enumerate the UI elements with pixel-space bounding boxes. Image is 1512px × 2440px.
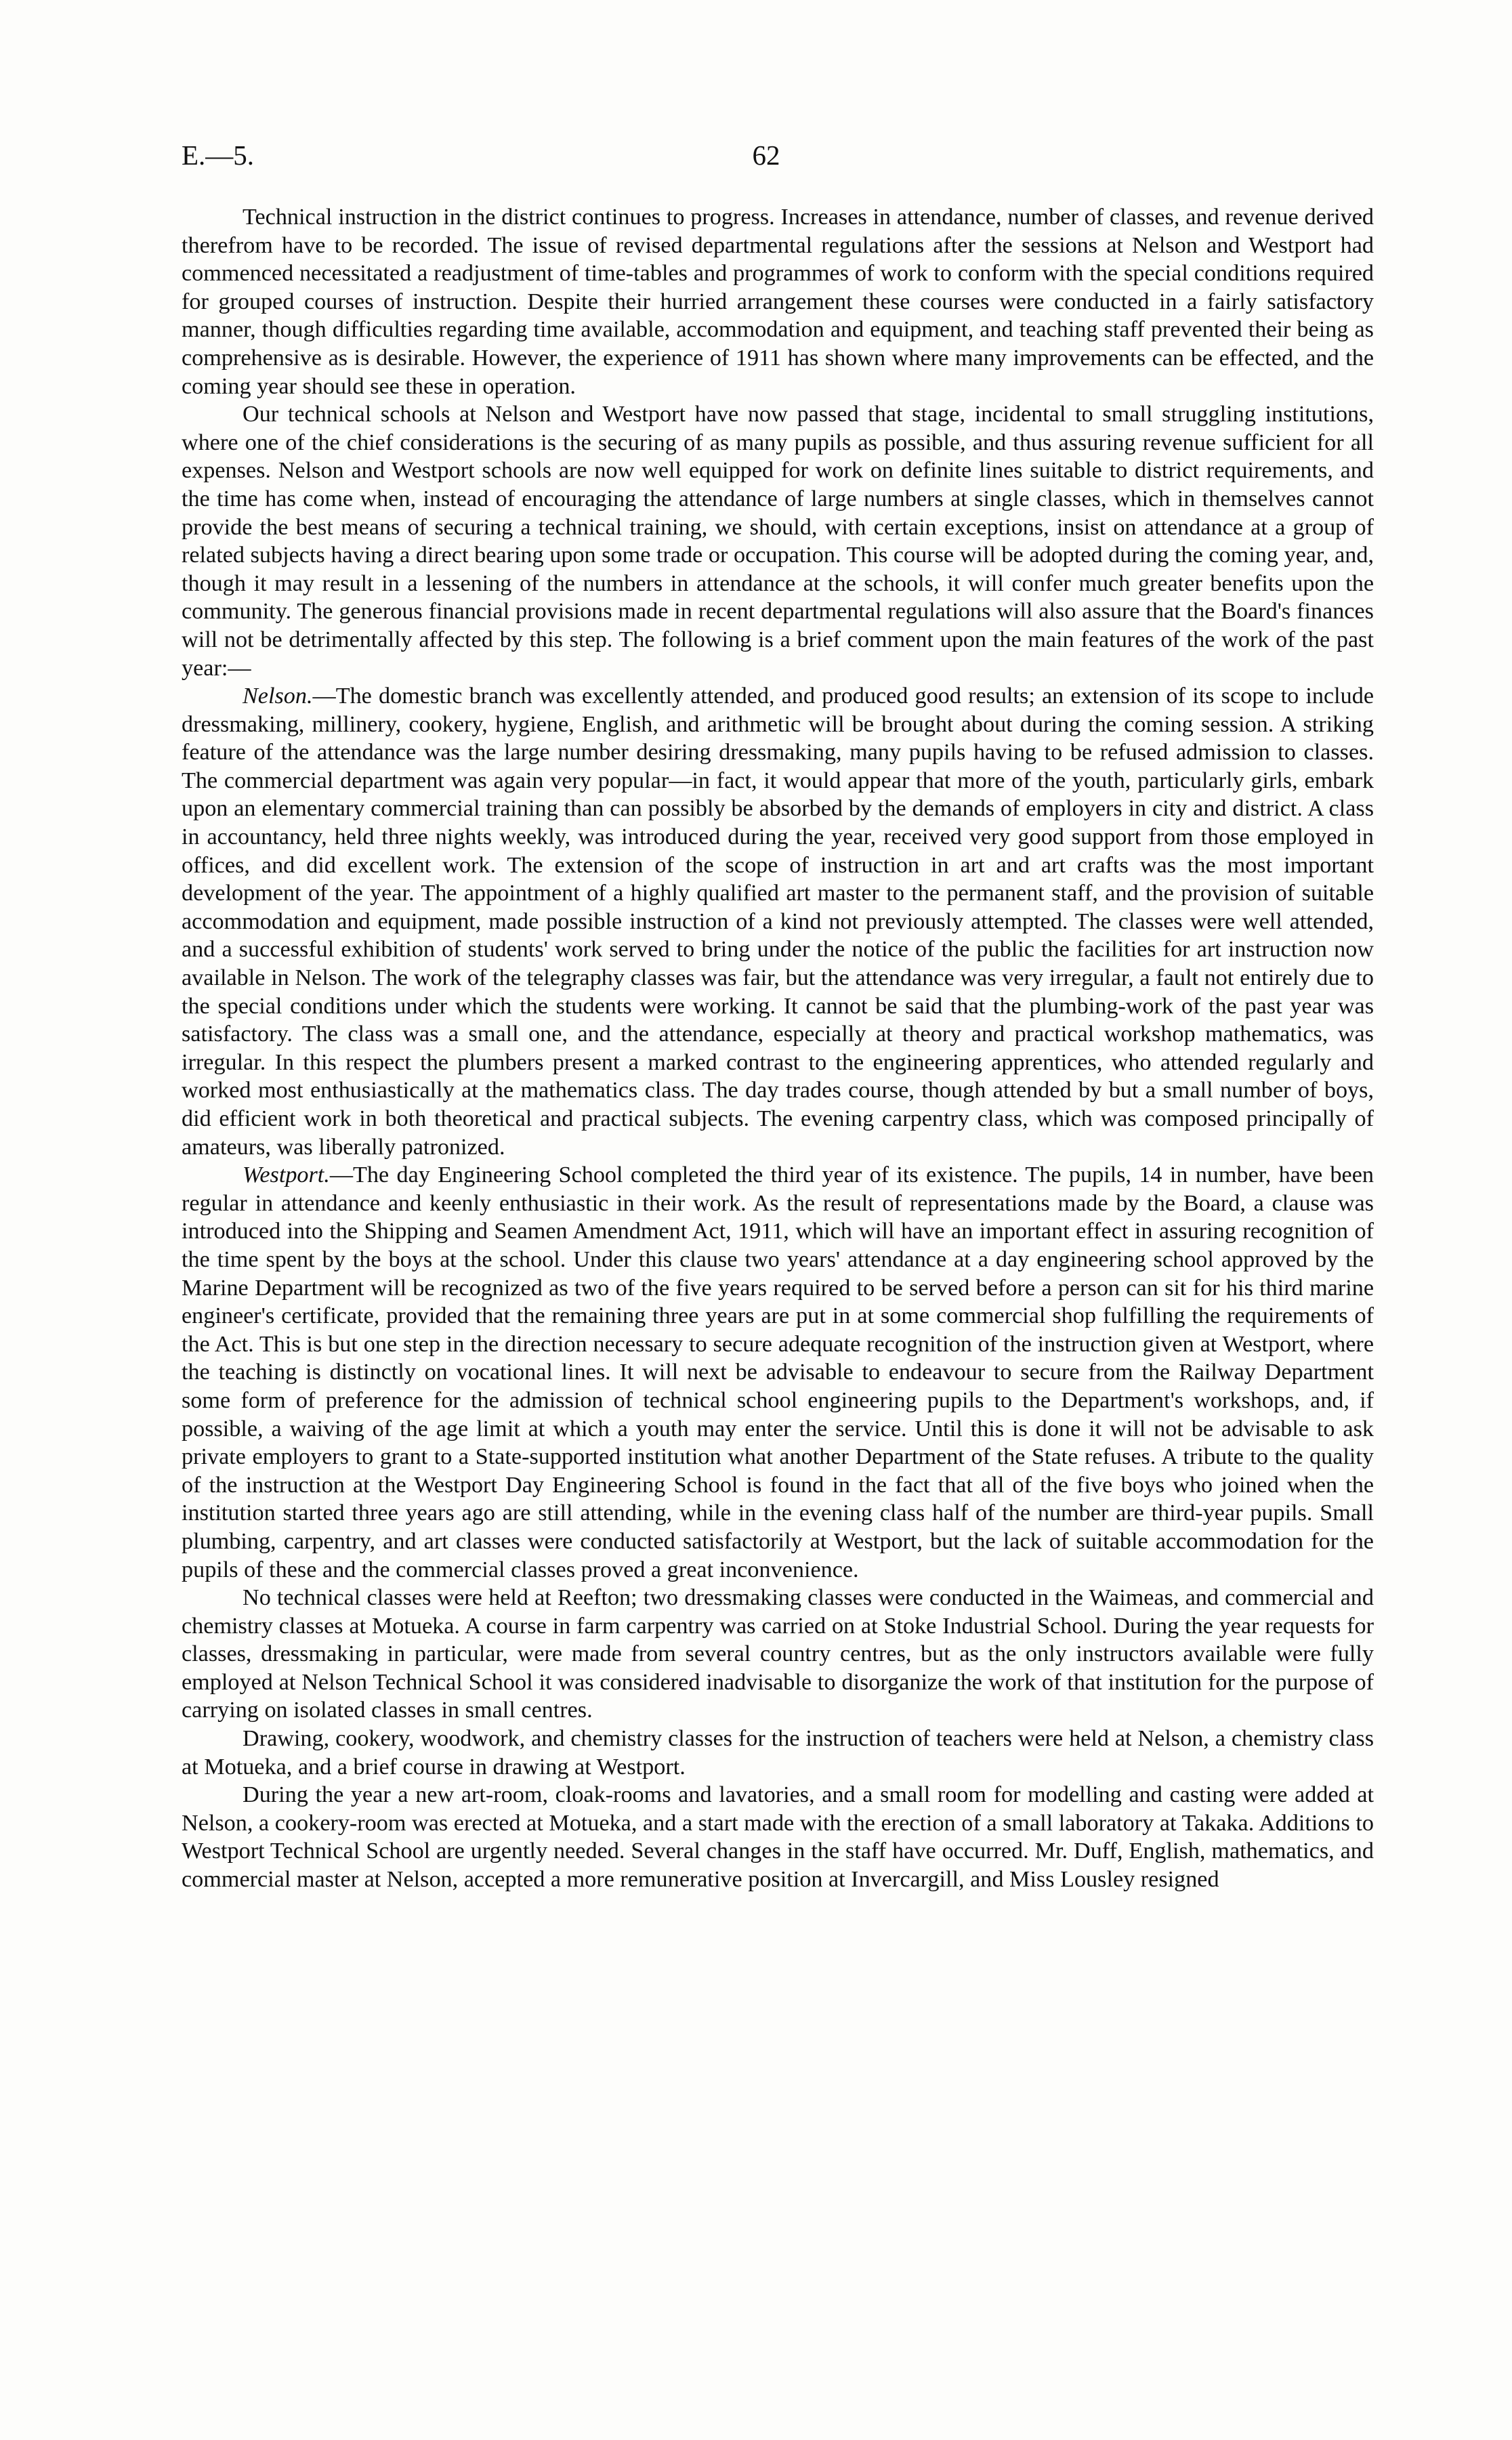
westport-heading: Westport. <box>243 1162 330 1188</box>
report-body <box>182 203 1374 1894</box>
paragraph-progress: Technical instruction in the district continues to progress. Increases in attendance, number of classes, and revenue derived therefrom have to be recorded. The issue of revised departmental regulations after the sessions at Nelson and Westport had commenced necessitated a readjustment of time-tables and programmes of work to conform with the special conditions required for grouped courses of instruction. Despite their hurried arrangement these courses were conducted in a fairly satisfactory manner, though difficulties regarding time available, accommodation and equipment, and teaching staff prevented their being as comprehensive as is desirable. However, the experience of 1911 has shown where many improvements can be effected, and the coming year should see these in operation. <box>182 205 1374 399</box>
nelson-heading: Nelson. <box>243 683 313 709</box>
paragraph-country-classes: No technical classes were held at Reefton; two dressmaking classes were conducted in the Waimeas, and commercial and chemistry classes at Motueka. A course in farm carpentry was carried on at Stoke Industrial School. During the year requests for classes, dressmaking in particular, were made from several country centres, but as the only instructors available were fully employed at Nelson Technical School it was considered inadvisable to disorganize the work of that institution for the purpose of carrying on isolated classes in small centres. <box>182 1585 1374 1723</box>
paragraph-westport: Westport.—The day Engineering School completed the third year of its existence. The pupils, 14 in number, have been regular in attendance and keenly enthusiastic in their work. As the result of representations made by the Board, a clause was introduced into the Shipping and Seamen Amendment Act, 1911, which will have an important effect in assuring recognition of the time spent by the boys at the school. Under this clause two years' attendance at a day engineering school approved by the Marine Department will be recognized as two of the five years required to be served before a person can sit for his third marine engineer's certificate, provided that the remaining three years are put in at some commercial shop fulfilling the requirements of the Act. This is but one step in the direction necessary to secure adequate recognition of the instruction given at Westport, where the teaching is distinctly on vocational lines. It will next be advisable to endeavour to secure from the Railway Department some form of preference for the admission of technical school engineering pupils to the Department's workshops, and, if possible, a waiving of the age limit at which a youth may enter the service. Until this is done it will not be advisable to ask private employers to grant to a State-supported institution what another Department of the State refuses. A tribute to the quality of the instruction at the Westport Day Engineering School is found in the fact that all of the five boys who joined when the institution started three years ago are still attending, while in the evening class half of the number are third-year pupils. Small plumbing, carpentry, and art classes were conducted satisfactorily at Westport, but the lack of suitable accommodation for the pupils of these and the commercial classes proved a great inconvenience. <box>182 1162 1374 1582</box>
paragraph-teacher-classes: Drawing, cookery, woodwork, and chemistry classes for the instruction of teachers were held at Nelson, a chemistry class at Motueka, and a brief course in drawing at Westport. <box>182 1726 1374 1780</box>
paragraph-technical-schools: Our technical schools at Nelson and Westport have now passed that stage, incidental to small struggling institutions, where one of the chief considerations is the securing of as many pupils as possible, and thus assuring revenue sufficient for all expenses. Nelson and Westport schools are now well equipped for work on definite lines suitable to district requirements, and the time has come when, instead of encouraging the attendance of large numbers at single classes, which in themselves cannot provide the best means of securing a technical training, we should, with certain exceptions, insist on attendance at a group of related subjects having a direct bearing upon some trade or occupation. This course will be adopted during the coming year, and, though it may result in a lessening of the numbers in attendance at the schools, it will confer much greater benefits upon the community. The generous financial provisions made in recent departmental regulations will also assure that the Board's finances will not be detrimentally affected by this step. The following is a brief comment upon the main features of the work of the past year:— <box>182 402 1374 681</box>
paragraph-buildings-staff: During the year a new art-room, cloak-rooms and lavatories, and a small room for modelling and casting were added at Nelson, a cookery-room was erected at Motueka, and a start made with the erection of a small laboratory at Takaka. Additions to Westport Technical School are urgently needed. Several changes in the staff have occurred. Mr. Duff, English, mathematics, and commercial master at Nelson, accepted a more remunerative position at Invercargill, and Miss Lousley resigned <box>182 1782 1374 1893</box>
paragraph-nelson: Nelson.—The domestic branch was excellently attended, and produced good results; an extension of its scope to include dressmaking, millinery, cookery, hygiene, English, and arithmetic will be brought about during the coming session. A striking feature of the attendance was the large number desiring dressmaking, many pupils having to be refused admission to classes. The commercial department was again very popular—in fact, it would appear that more of the youth, particularly girls, embark upon an elementary commercial training than can possibly be absorbed by the demands of employers in city and district. A class in accountancy, held three nights weekly, was introduced during the year, received very good support from those employed in offices, and did excellent work. The extension of the scope of instruction in art and art crafts was the most important development of the year. The appointment of a highly qualified art master to the permanent staff, and the provision of suitable accommodation and equipment, made possible instruction of a kind not previously attempted. The classes were well attended, and a successful exhibition of students' work served to bring under the notice of the public the facilities for art instruction now available in Nelson. The work of the telegraphy classes was fair, but the attendance was very irregular, a fault not entirely due to the special conditions under which the students were working. It cannot be said that the plumbing-work of the past year was satisfactory. The class was a small one, and the attendance, especially at theory and practical workshop mathematics, was irregular. In this respect the plumbers present a marked contrast to the engineering apprentices, who attended regularly and worked most enthusiastically at the mathematics class. The day trades course, though attended by but a small number of boys, did efficient work in both theoretical and practical subjects. The evening carpentry class, which was composed principally of amateurs, was liberally patronized. <box>182 683 1374 1160</box>
document-reference: E.—5. <box>182 140 255 171</box>
page-header <box>182 139 1351 180</box>
page-number: 62 <box>752 140 780 171</box>
